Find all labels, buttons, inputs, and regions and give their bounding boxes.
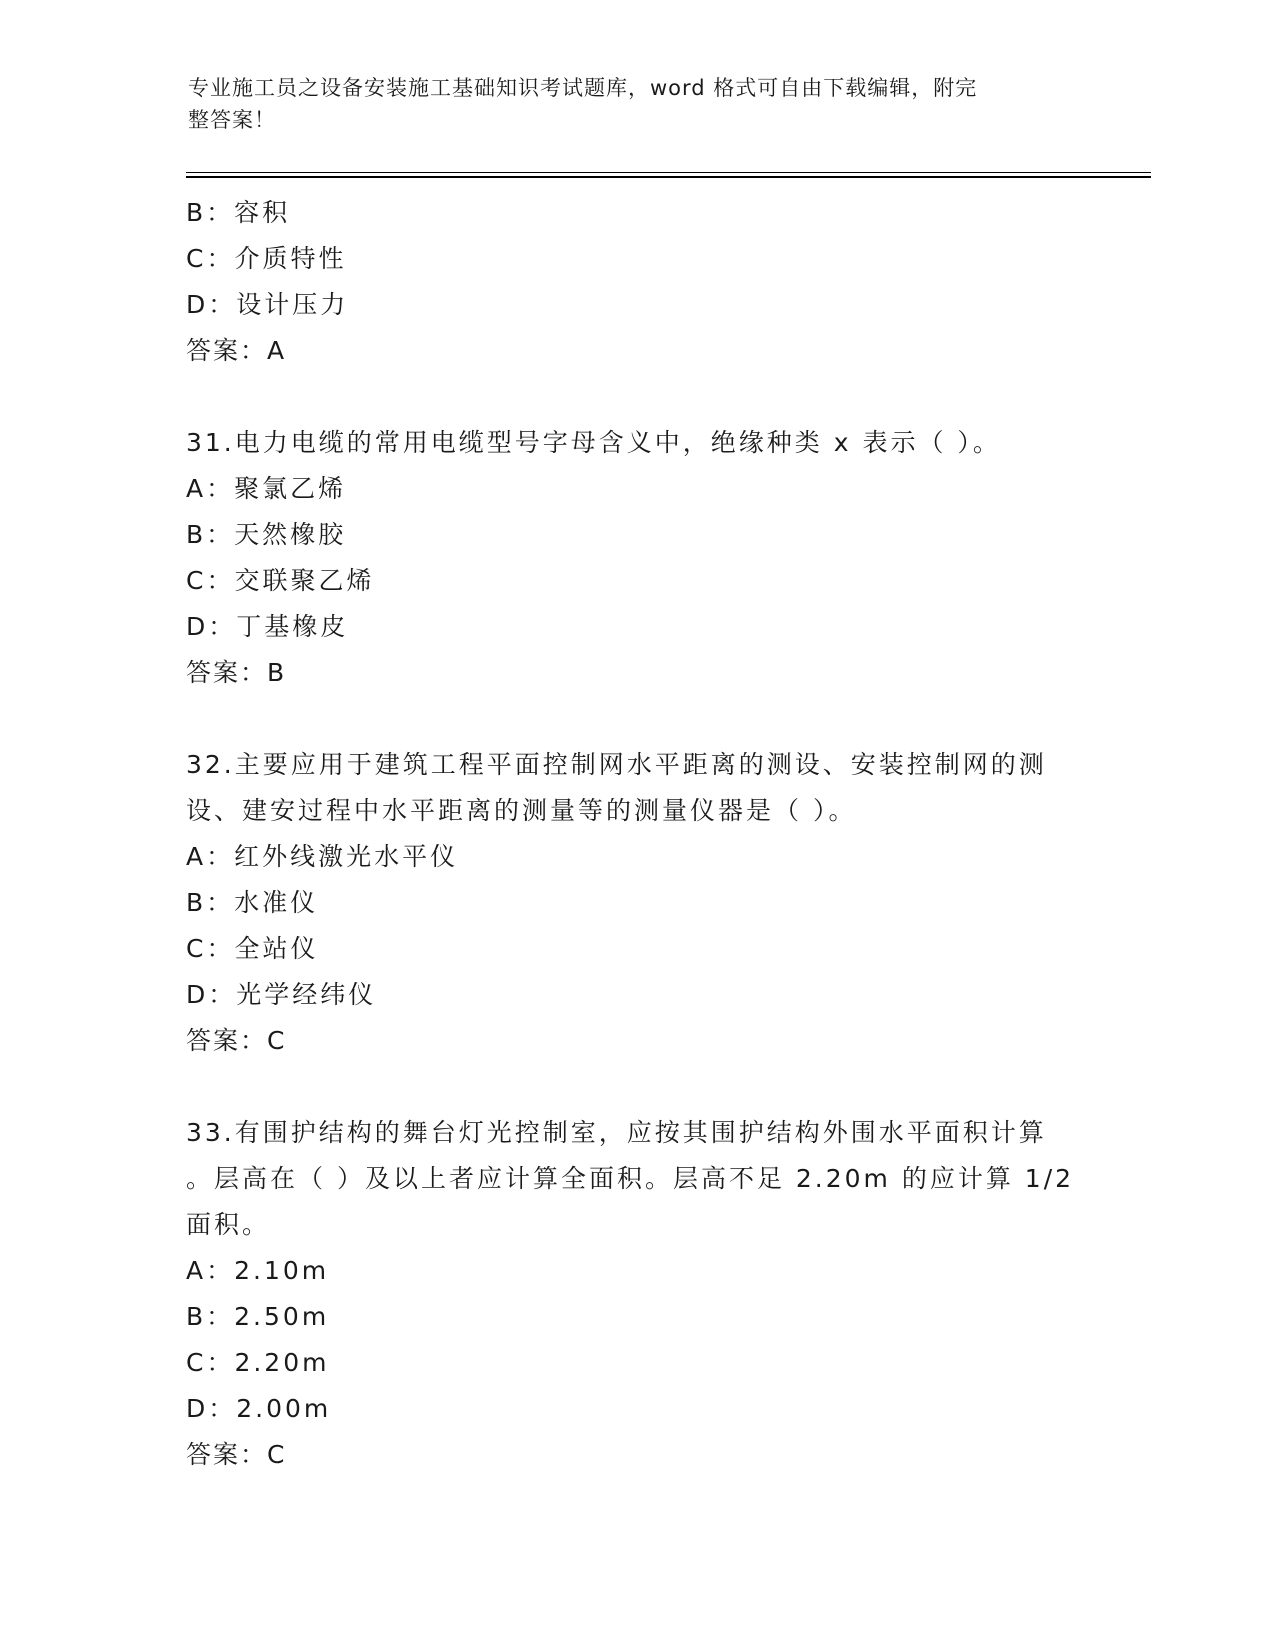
option-d: D：2.00m bbox=[186, 1394, 332, 1423]
question-text: 31.电力电缆的常用电缆型号字母含义中，绝缘种类 x 表示（ ）。 bbox=[186, 428, 1001, 457]
question-list bbox=[186, 190, 1086, 1478]
question-33 bbox=[186, 1110, 1086, 1478]
option-d: D：丁基橡皮 bbox=[186, 612, 349, 641]
spacer bbox=[186, 1064, 1086, 1110]
header-divider-thin bbox=[186, 172, 1151, 173]
question-31 bbox=[186, 420, 1086, 696]
option-a: A：聚氯乙烯 bbox=[186, 474, 347, 503]
option-a: A：2.10m bbox=[186, 1256, 330, 1285]
spacer bbox=[186, 696, 1086, 742]
option-c: C：2.20m bbox=[186, 1348, 330, 1377]
header-title-line-1: 专业施工员之设备安装施工基础知识考试题库，word 格式可自由下载编辑，附完 bbox=[188, 76, 978, 100]
question-32 bbox=[186, 742, 1086, 1064]
option-d: D：光学经纬仪 bbox=[186, 980, 377, 1009]
option-c: C：全站仪 bbox=[186, 934, 319, 963]
option-c: C：介质特性 bbox=[186, 244, 347, 273]
question-text-line-3: 面积。 bbox=[186, 1210, 271, 1239]
question-text-line-1: 32.主要应用于建筑工程平面控制网水平距离的测设、安装控制网的测 bbox=[186, 750, 1047, 779]
question-text-line-2: 设、建安过程中水平距离的测量等的测量仪器是（ ）。 bbox=[186, 796, 857, 825]
option-b: B：2.50m bbox=[186, 1302, 330, 1331]
answer-line: 答案：C bbox=[186, 1026, 287, 1055]
option-d: D：设计压力 bbox=[186, 290, 349, 319]
answer-line: 答案：A bbox=[186, 336, 287, 365]
question-text-line-2: 。层高在（ ）及以上者应计算全面积。层高不足 2.20m 的应计算 1/2 bbox=[186, 1164, 1075, 1193]
question-text-line-1: 33.有围护结构的舞台灯光控制室，应按其围护结构外围水平面积计算 bbox=[186, 1118, 1047, 1147]
question-30-continuation bbox=[186, 190, 1086, 374]
header-title-line-2: 整答案！ bbox=[188, 108, 276, 132]
header-divider-thick bbox=[186, 176, 1151, 178]
option-a: A：红外线激光水平仪 bbox=[186, 842, 459, 871]
answer-line: 答案：B bbox=[186, 658, 287, 687]
option-c: C：交联聚乙烯 bbox=[186, 566, 375, 595]
option-b: B：水准仪 bbox=[186, 888, 319, 917]
option-b: B：容积 bbox=[186, 198, 291, 227]
spacer bbox=[186, 374, 1086, 420]
answer-line: 答案：C bbox=[186, 1440, 287, 1469]
option-b: B：天然橡胶 bbox=[186, 520, 347, 549]
document-header bbox=[188, 72, 1068, 136]
